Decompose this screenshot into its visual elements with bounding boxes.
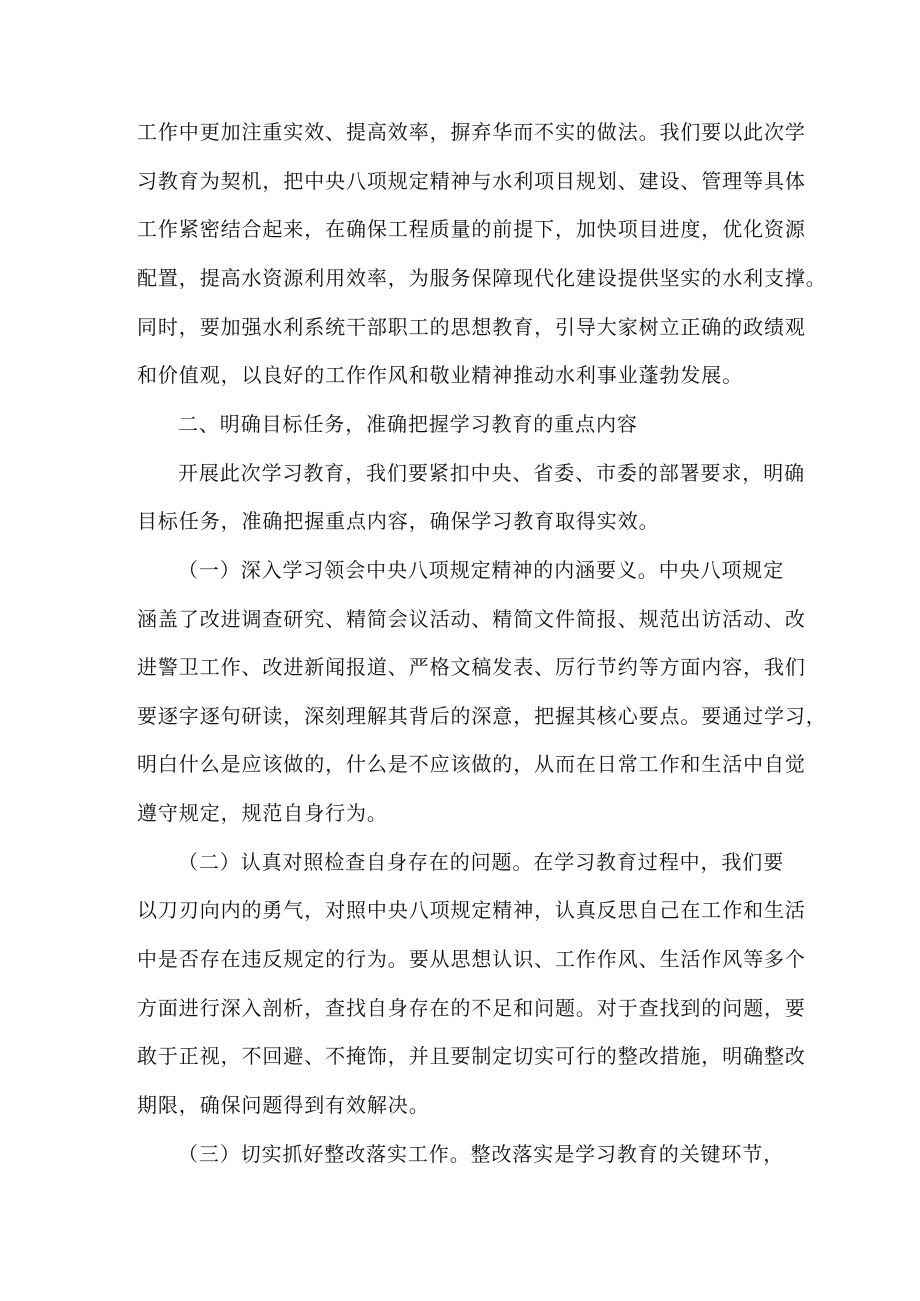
paragraph-1-line-1: 工作中更加注重实效、提高效率，摒弃华而不实的做法。我们要以此次学 xyxy=(137,120,806,144)
paragraph-2-line-1: 开展此次学习教育，我们要紧扣中央、省委、市委的部署要求，明确 xyxy=(178,461,805,485)
paragraph-1-line-3: 工作紧密结合起来，在确保工程质量的前提下，加快项目进度，优化资源 xyxy=(137,217,806,241)
paragraph-3-line-5: 明白什么是应该做的，什么是不应该做的，从而在日常工作和生活中自觉 xyxy=(137,752,806,776)
paragraph-2-line-2: 目标任务，准确把握重点内容，确保学习教育取得实效。 xyxy=(137,509,660,533)
paragraph-4-line-1: （二）认真对照检查自身存在的问题。在学习教育过程中，我们要 xyxy=(178,850,785,874)
paragraph-3-line-3: 进警卫工作、改进新闻报道、严格文稿发表、厉行节约等方面内容，我们 xyxy=(137,655,806,679)
paragraph-1-line-4: 配置，提高水资源利用效率，为服务保障现代化建设提供坚实的水利支撑。 xyxy=(137,266,827,290)
paragraph-1-line-6: 和价值观，以良好的工作作风和敬业精神推动水利事业蓬勃发展。 xyxy=(137,363,744,387)
paragraph-4-line-5: 敢于正视，不回避、不掩饰，并且要制定切实可行的整改措施，明确整改 xyxy=(137,1044,806,1068)
paragraph-4-line-2: 以刀刃向内的勇气，对照中央八项规定精神，认真反思自己在工作和生活 xyxy=(137,898,806,922)
paragraph-5-line-1: （三）切实抓好整改落实工作。整改落实是学习教育的关键环节， xyxy=(178,1142,785,1166)
paragraph-3-line-6: 遵守规定，规范自身行为。 xyxy=(137,801,388,825)
paragraph-4-line-6: 期限，确保问题得到有效解决。 xyxy=(137,1093,430,1117)
paragraph-3-line-2: 涵盖了改进调查研究、精简会议活动、精简文件简报、规范出访活动、改 xyxy=(137,607,806,631)
paragraph-3-line-1: （一）深入学习领会中央八项规定精神的内涵要义。中央八项规定 xyxy=(178,558,785,582)
paragraph-3-line-4: 要逐字逐句研读，深刻理解其背后的深意，把握其核心要点。要通过学习， xyxy=(137,704,827,728)
paragraph-1-line-5: 同时，要加强水利系统干部职工的思想教育，引导大家树立正确的政绩观 xyxy=(137,315,806,339)
paragraph-1-line-2: 习教育为契机，把中央八项规定精神与水利项目规划、建设、管理等具体 xyxy=(137,169,806,193)
section-heading: 二、明确目标任务，准确把握学习教育的重点内容 xyxy=(178,412,638,436)
paragraph-4-line-3: 中是否存在违反规定的行为。要从思想认识、工作作风、生活作风等多个 xyxy=(137,947,806,971)
paragraph-4-line-4: 方面进行深入剖析，查找自身存在的不足和问题。对于查找到的问题，要 xyxy=(137,996,806,1020)
